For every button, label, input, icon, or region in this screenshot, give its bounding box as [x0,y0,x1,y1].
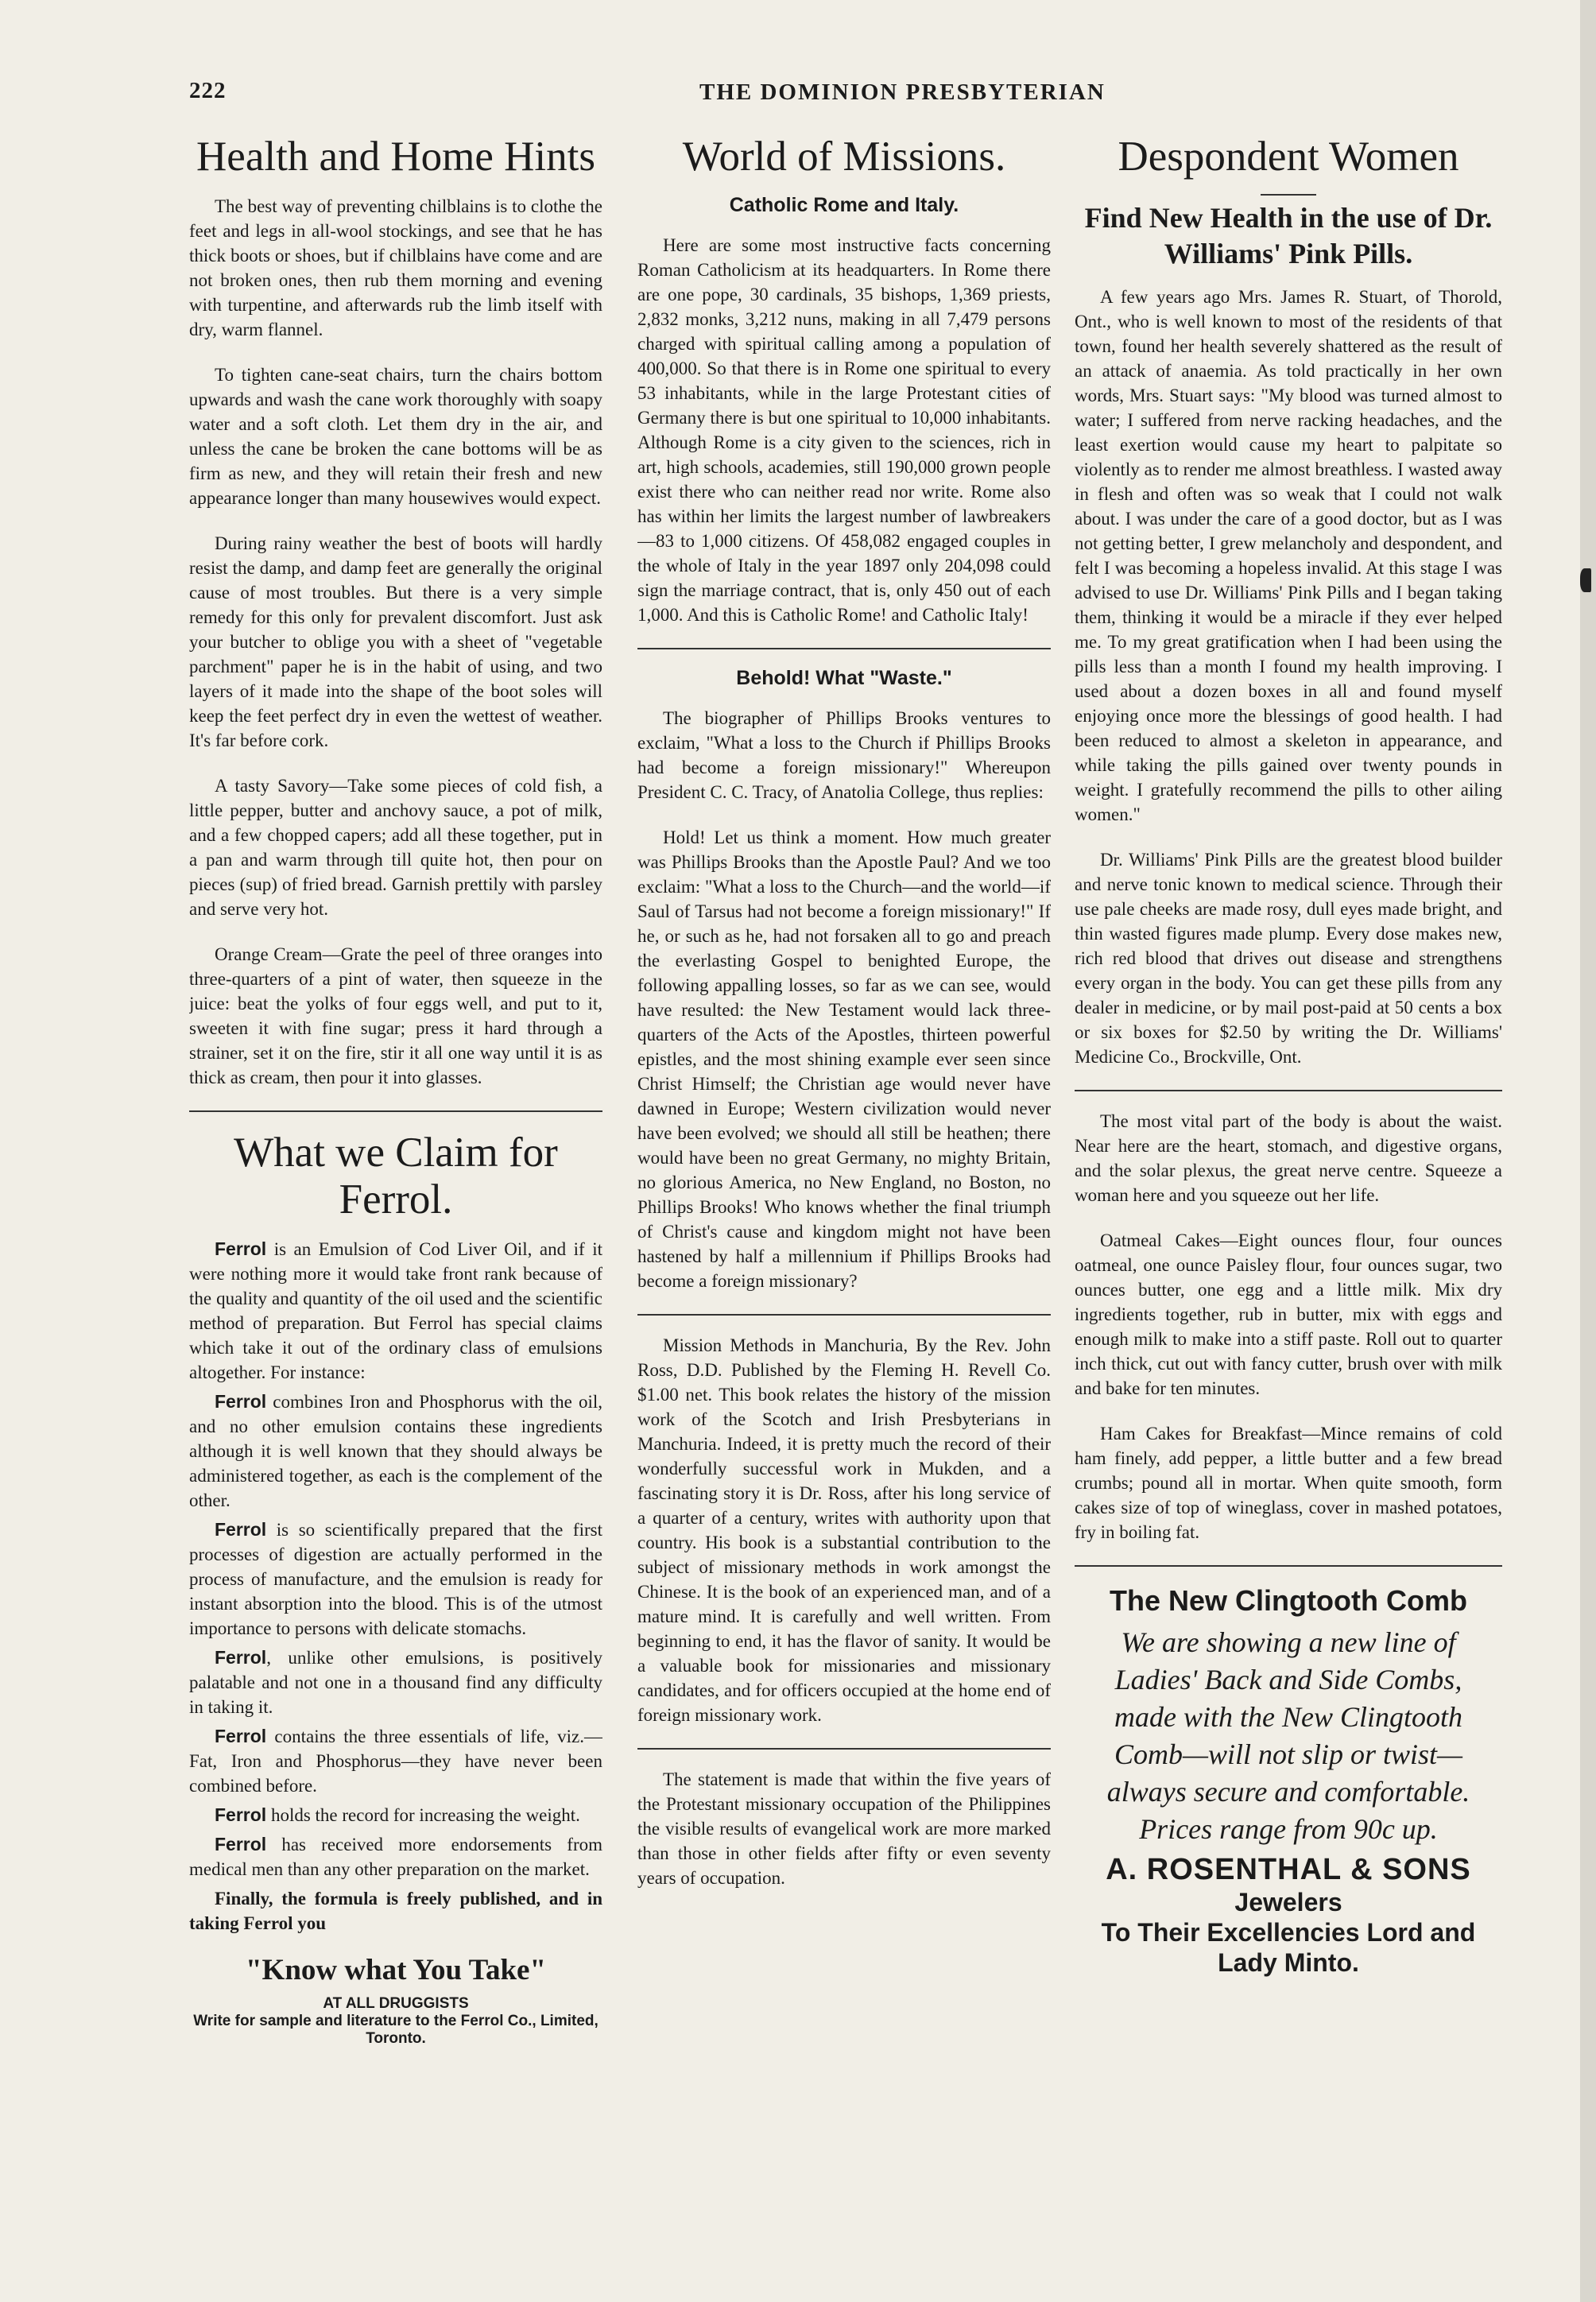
paragraph-mission-methods: Mission Methods in Manchuria, By the Rev. John Ross, D.D. Published by the Fleming H. Revell Co. $1.00 net. This book relates the history of the mission work of the Scotch and Irish Presbyterians in Manchuria. Indeed, it is pretty much the record of their wonderfully successful work in Mukden, and a fascinating story it is Dr. Ross, after his long service of a quarter of a century, writes with authority upon that country. His book is a substantial contribution to the subject of missionary methods in work amongst the Chinese. It is the book of an experienced man, and of a mature mind. It is carefully and well written. From beginning to end, it has the flavor of sanity. It would be a valuable book for missionaries and missionary candidates, and for officers occupied at the home end of foreign missionary work. [637,1335,1051,1726]
subheading-pink-pills: Find New Health in the use of Dr. Williams' Pink Pills. [1084,202,1493,270]
ferrol-brand: Ferrol [215,1390,267,1412]
section-heading-missions: World of Missions. [682,134,1006,180]
article-divider [637,1314,1051,1316]
ferrol-final: Finally, the formula is freely published, and in taking Ferrol you [189,1888,602,1933]
subheading-catholic-rome: Catholic Rome and Italy. [729,194,959,217]
ferrol-claim [189,1389,602,1513]
paragraph-mrs-stuart: A few years ago Mrs. James R. Stuart, of Thorold, Ont., who is well known to most of the residents of that town, found her health severely shattered as the result of an attack of anaemia. As told practically in her own words, Mrs. Stuart says: "My blood was turned almost to water; I suffered from nerve racking headaches, and the least exertion would cause my heart to palpitate so violently as to render me almost breathless. I wasted away in flesh and often was so weak that I could not walk about. I was under the care of a good doctor, but as I was not getting better, I grew melancholy and despondent, and felt I was becoming a hopeless invalid. At this stage I was advised to use Dr. Williams' Pink Pills and I began taking them, thinking it would be a miracle if they ever helped me. To my great gratification when I had been using the pills less than a month I found my health improving. I used about a dozen boxes in all and found myself enjoying once more the blessings of good health. I had been reduced to almost a skeleton in appearance, and while taking the pills gained over twenty pounds in weight. I gratefully recommend the pills to other ailing women." [1075,287,1502,825]
ferrol-brand: Ferrol [215,1725,267,1746]
ferrol-claim [189,1724,602,1798]
page-number: 222 [189,78,227,103]
ferrol-brand: Ferrol [215,1646,267,1668]
ferrol-ad-heading: What we Claim for Ferrol. [234,1130,558,1223]
ferrol-brand: Ferrol [215,1833,267,1854]
paragraph-biographer: The biographer of Phillips Brooks ventures to exclaim, "What a loss to the Church if Phillips Brooks had become a foreign missionary!" Whereupon President C. C. Tracy, of Anatolia College, thus replies: [637,708,1051,803]
ferrol-slogan: "Know what You Take" [246,1953,546,1986]
paragraph-tasty-savory: A tasty Savory—Take some pieces of cold fish, a little pepper, butter and anchovy sauce, a pot of milk, and a few chopped capers; add all these together, put in a pan and warm through till quite hot, then pour on pieces (sup) of fried bread. Garnish prettily with parsley and serve very hot. [189,776,602,920]
ferrol-brand: Ferrol [215,1238,267,1259]
ferrol-claim [189,1832,602,1882]
section-heading-despondent: Despondent Women [1118,134,1459,180]
ferrol-claim [189,1803,602,1827]
ferrol-claim [189,1517,602,1641]
paragraph-orange-cream: Orange Cream—Grate the peel of three oranges into three-quarters of a pint of water, then squeeze in the juice: beat the yolks of four eggs well, and put to it, sweeten it with fine sugar; press it hard through a strainer, set it on the fire, stir it all one way until it is as thick as cream, then pour it into glasses. [189,944,602,1088]
ferrol-claim-text: contains the three essentials of life, viz.—Fat, Iron and Phosphorus—they have never been combined before. [189,1726,602,1796]
comb-ad-title: The New Clingtooth Comb [1110,1584,1467,1618]
paragraph-oatmeal-cakes: Oatmeal Cakes—Eight ounces flour, four ounces oatmeal, one ounce Paisley flour, four ounces sugar, two ounces butter, one egg and a little milk. Mix dry ingredients together, rub in butter, mix with eggs and enough milk to make into a stiff paste. Roll out to quarter inch thick, cut out with fancy cutter, brush over with milk and bake for ten minutes. [1075,1230,1502,1399]
ferrol-claim [189,1237,602,1385]
article-divider [1075,1090,1502,1091]
paragraph-pink-pills: Dr. Williams' Pink Pills are the greatest blood builder and nerve tonic known to medical science. Through their use pale cheeks are made rosy, dull eyes made bright, and thin wasted figures made plump. Every dose makes new, rich red blood that drives out disease and strengthens every organ in the body. You can get these pills from any dealer in medicine, or by mail post-paid at 50 cents a box or six boxes for $2.50 by writing the Dr. Williams' Medicine Co., Brockville, Ont. [1075,850,1502,1068]
comb-ad-excellencies: To Their Excellencies Lord and Lady Minto. [1101,1918,1476,1978]
ferrol-brand: Ferrol [215,1804,267,1825]
paragraph-hold: Hold! Let us think a moment. How much greater was Phillips Brooks than the Apostle Paul? And we too exclaim: "What a loss to the Church—and the world—if Saul of Tarsus had not become a foreign missionary!" If he, or such as he, had not forsaken all to go and preach the everlasting Gospel to benighted Europe, the following appalling losses, so far as we can see, would have resulted: the New Testament would lack three-quarters of the Acts of the Apostles, thirteen powerful epistles, and the most shining example ever seen since Christ Himself; the Christian age would never have dawned in Europe; Western civilization would never have been evolved; we should all still be heathen; there would have been no great Germany, no mighty Britain, no glorious America, no New England, no Boston, no Phillips Brooks! Who knows whether the final triumph of Christ's cause and kingdom might not have been hastened by half a millennium if Phillips Brooks had become a foreign missionary? [637,827,1051,1292]
ferrol-claim [189,1645,602,1719]
comb-ad-firm: A. ROSENTHAL & SONS [1106,1853,1471,1887]
druggists-line: AT ALL DRUGGISTS [323,1994,469,2012]
paragraph-waist: The most vital part of the body is about the waist. Near here are the heart, stomach, and digestive organs, and the solar plexus, the great nerve centre. Squeeze a woman here and you squeeze out her life. [1075,1111,1502,1206]
short-rule [1261,194,1316,196]
ad-divider [1075,1565,1502,1567]
section-heading-health: Health and Home Hints [196,134,595,180]
ferrol-claim-text: is an Emulsion of Cod Liver Oil, and if it were nothing more it would take front rank because of the quality and quantity of the oil used and the scientific method of preparation. But Ferrol has special claims which take it out of the ordinary class of emulsions altogether. For instance: [189,1238,602,1382]
write-for-sample-line: Write for sample and literature to the Ferrol Co., Limited, Toronto. [193,2012,598,2047]
running-header: THE DOMINION PRESBYTERIAN [699,79,1106,105]
paragraph-rainy-boots: During rainy weather the best of boots will hardly resist the damp, and damp feet are generally the original cause of most troubles. But there is a very simple remedy for this only for prevalent discomfort. Just ask your butcher to oblige you with a sheet of "vegetable parchment" paper he is in the habit of using, and two layers of it made into the shape of the boot soles will keep the feet perfect dry in even the wettest of weather. It's far before cork. [189,533,602,751]
comb-ad-body: We are showing a new line of Ladies' Back and Side Combs, made with the New Clingtooth Comb—will not slip or twist—always secure and comfortable. Prices range from 90c up. [1106,1626,1470,1846]
subheading-behold-waste: Behold! What "Waste." [736,667,952,690]
ferrol-claim-text: has received more endorsements from medical men than any other preparation on the market. [189,1834,602,1879]
paragraph-philippines: The statement is made that within the five years of the Protestant missionary occupation of the Philippines the visible results of evangelical work are more marked than those in other fields after fifty or even seventy years of occupation. [637,1769,1051,1889]
paragraph-catholic-rome: Here are some most instructive facts concerning Roman Catholicism at its headquarters. In Rome there are one pope, 30 cardinals, 35 bishops, 1,369 priests, 2,832 monks, 3,212 nuns, making in all 7,479 persons charged with spiritual calling among a population of 400,000. So that there is in Rome one spiritual to every 53 inhabitants, while in the large Protestant cities of Germany there is but one spiritual to 10,000 inhabitants. Although Rome is a city given to the sciences, rich in art, high schools, academies, still 190,000 grown people exist there who can neither read nor write. Rome also has within her limits the largest number of lawbreakers—83 to 1,000 citizens. Of 458,082 engaged couples in the whole of Italy in the year 1897 only 204,098 could sign the marriage contract, that is, only 450 out of each 1,000. And this is Catholic Rome! and Catholic Italy! [637,235,1051,626]
ferrol-claim-text: , unlike other emulsions, is positively palatable and not one in a thousand find any difficulty in taking it. [189,1647,602,1717]
column-despondent-women [1075,127,1502,2162]
binding-mark [1580,568,1591,592]
paragraph-chilblains: The best way of preventing chilblains is to clothe the feet and legs in all-wool stockings, and see that he has thick boots or shoes, but if chilblains have come and are not broken ones, then rub them morning and evening with turpentine, and afterwards rub the limb itself with dry, warm flannel. [189,196,602,340]
ferrol-brand: Ferrol [215,1518,267,1540]
column-world-of-missions [637,127,1051,2162]
paragraph-cane-chairs: To tighten cane-seat chairs, turn the chairs bottom upwards and wash the cane work thoroughly with soapy water and a soft cloth. Let them dry in the air, and unless the cane be broken the cane bottoms will be as firm as new, and they will retain their fresh and new appearance longer than many housewives would expect. [189,365,602,509]
column-health-home-hints [189,127,602,2162]
comb-ad-jewelers: Jewelers [1234,1888,1342,1917]
paragraph-ham-cakes: Ham Cakes for Breakfast—Mince remains of cold ham finely, add pepper, a little butter and a few bread crumbs; pound all in mortar. When quite smooth, form cakes size of top of wineglass, cover in mashed potatoes, fry in boiling fat. [1075,1424,1502,1543]
ferrol-claim-text: is so scientifically prepared that the first processes of digestion are actually performed in the process of manufacture, and the emulsion is ready for instant absorption into the blood. This is of the utmost importance to persons with delicate stomachs. [189,1519,602,1638]
page-edge-shadow [1580,0,1596,2302]
article-divider [637,1748,1051,1750]
article-divider [637,648,1051,649]
column-divider [189,1110,602,1112]
ferrol-claim-text: holds the record for increasing the weight. [266,1804,580,1825]
ferrol-claim-text: combines Iron and Phosphorus with the oil, and no other emulsion contains these ingredients although it is well known that they should always be administered together, as each is the complement of the other. [189,1391,602,1510]
